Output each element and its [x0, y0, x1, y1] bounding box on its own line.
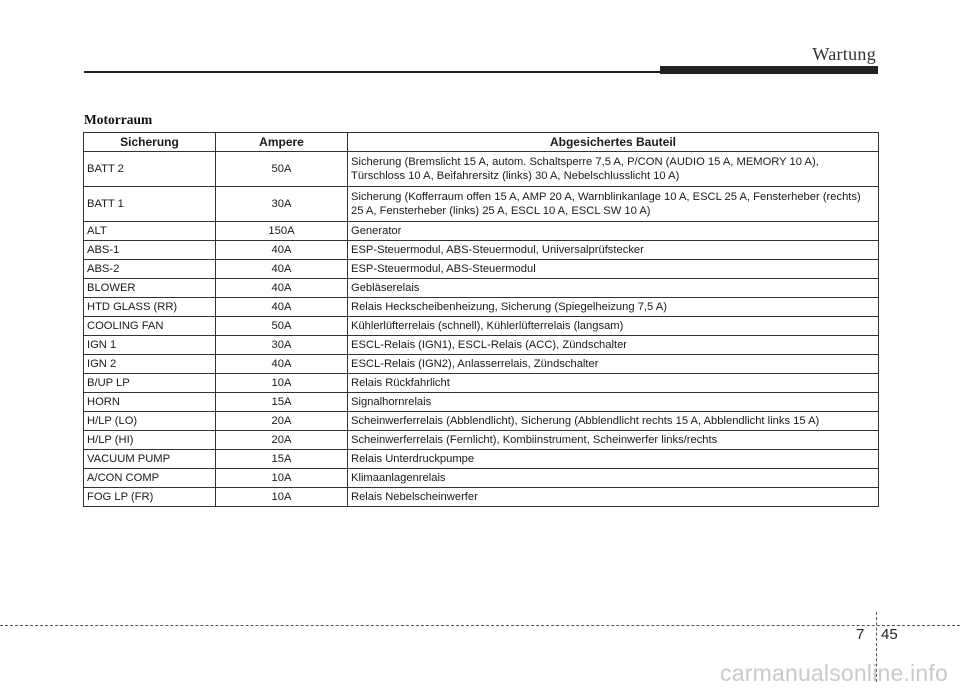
fuse-cell: B/UP LP: [84, 374, 216, 393]
table-row: [84, 279, 879, 298]
fuse-cell: ABS-1: [84, 241, 216, 260]
table-row: [84, 222, 879, 241]
fuse-table-body: [84, 152, 879, 507]
ampere-cell: 10A: [216, 374, 348, 393]
component-cell: ESP-Steuermodul, ABS-Steuermodul: [348, 260, 879, 279]
table-row: [84, 374, 879, 393]
table-row: [84, 431, 879, 450]
component-cell: Relais Unterdruckpumpe: [348, 450, 879, 469]
component-cell: ESCL-Relais (IGN2), Anlasserrelais, Zündschalter: [348, 355, 879, 374]
component-cell: Kühlerlüfterrelais (schnell), Kühlerlüfterrelais (langsam): [348, 317, 879, 336]
ampere-cell: 15A: [216, 393, 348, 412]
component-cell: Relais Nebelscheinwerfer: [348, 488, 879, 507]
fuse-cell: HORN: [84, 393, 216, 412]
component-cell: Sicherung (Bremslicht 15 A, autom. Schaltsperre 7,5 A, P/CON (AUDIO 15 A, MEMORY 10 A), Türschloss 10 A, Beifahrersitz (links) 30 A, Nebelschlusslicht 10 A): [348, 152, 879, 187]
fuse-cell: A/CON COMP: [84, 469, 216, 488]
ampere-cell: 50A: [216, 152, 348, 187]
table-row: [84, 393, 879, 412]
header-rule-accent: [660, 66, 878, 74]
page-number: 45: [881, 626, 898, 643]
table-row: [84, 298, 879, 317]
component-cell: Relais Heckscheibenheizung, Sicherung (Spiegelheizung 7,5 A): [348, 298, 879, 317]
component-cell: Scheinwerferrelais (Abblendlicht), Sicherung (Abblendlicht rechts 15 A, Abblendlicht links 15 A): [348, 412, 879, 431]
fuse-cell: ABS-2: [84, 260, 216, 279]
ampere-cell: 40A: [216, 241, 348, 260]
table-row: [84, 187, 879, 222]
column-header-fuse: Sicherung: [84, 133, 216, 152]
ampere-cell: 20A: [216, 431, 348, 450]
table-row: [84, 241, 879, 260]
table-row: [84, 469, 879, 488]
fuse-cell: BATT 2: [84, 152, 216, 187]
fuse-cell: H/LP (LO): [84, 412, 216, 431]
table-row: [84, 152, 879, 187]
ampere-cell: 150A: [216, 222, 348, 241]
ampere-cell: 30A: [216, 187, 348, 222]
fuse-table: [83, 132, 879, 507]
ampere-cell: 30A: [216, 336, 348, 355]
component-cell: Klimaanlagenrelais: [348, 469, 879, 488]
fuse-cell: VACUUM PUMP: [84, 450, 216, 469]
component-cell: Generator: [348, 222, 879, 241]
fuse-cell: IGN 1: [84, 336, 216, 355]
column-header-component: Abgesichertes Bauteil: [348, 133, 879, 152]
component-cell: Scheinwerferrelais (Fernlicht), Kombiinstrument, Scheinwerfer links/rechts: [348, 431, 879, 450]
fuse-cell: BATT 1: [84, 187, 216, 222]
ampere-cell: 10A: [216, 488, 348, 507]
page-header-title: Wartung: [812, 44, 876, 64]
header-rule: [84, 71, 704, 73]
ampere-cell: 40A: [216, 279, 348, 298]
component-cell: ESP-Steuermodul, ABS-Steuermodul, Universalprüfstecker: [348, 241, 879, 260]
column-header-ampere: Ampere: [216, 133, 348, 152]
watermark: carmanualsonline.info: [720, 660, 948, 686]
fuse-cell: COOLING FAN: [84, 317, 216, 336]
table-row: [84, 336, 879, 355]
fuse-cell: FOG LP (FR): [84, 488, 216, 507]
ampere-cell: 10A: [216, 469, 348, 488]
ampere-cell: 20A: [216, 412, 348, 431]
ampere-cell: 40A: [216, 260, 348, 279]
table-row: [84, 355, 879, 374]
fuse-cell: ALT: [84, 222, 216, 241]
component-cell: Gebläserelais: [348, 279, 879, 298]
fuse-cell: BLOWER: [84, 279, 216, 298]
component-cell: Signalhornrelais: [348, 393, 879, 412]
table-header-row: [84, 133, 879, 152]
table-row: [84, 317, 879, 336]
section-title: Motorraum: [84, 112, 153, 127]
ampere-cell: 50A: [216, 317, 348, 336]
component-cell: Sicherung (Kofferraum offen 15 A, AMP 20 A, Warnblinkanlage 10 A, ESCL 25 A, Fensterheber (rechts) 25 A, Fensterheber (links) 25 A, ESCL 10 A, ESCL SW 10 A): [348, 187, 879, 222]
fuse-cell: H/LP (HI): [84, 431, 216, 450]
table-row: [84, 450, 879, 469]
ampere-cell: 15A: [216, 450, 348, 469]
table-row: [84, 488, 879, 507]
fuse-cell: IGN 2: [84, 355, 216, 374]
component-cell: ESCL-Relais (IGN1), ESCL-Relais (ACC), Zündschalter: [348, 336, 879, 355]
chapter-number: 7: [856, 626, 865, 643]
component-cell: Relais Rückfahrlicht: [348, 374, 879, 393]
ampere-cell: 40A: [216, 355, 348, 374]
table-row: [84, 260, 879, 279]
ampere-cell: 40A: [216, 298, 348, 317]
footer-rule: [0, 625, 960, 626]
table-row: [84, 412, 879, 431]
fuse-cell: HTD GLASS (RR): [84, 298, 216, 317]
